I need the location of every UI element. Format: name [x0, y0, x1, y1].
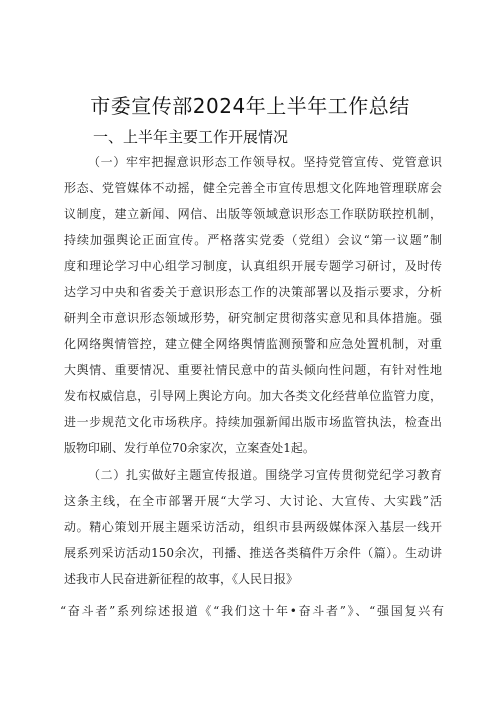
- paragraph-line: 这条主线，在全市部署开展“大学习、大讨论、大宣传、大实践”活: [64, 494, 442, 508]
- paragraph-line: （二）扎实做好主题宣传报道。围绕学习宣传贯彻党纪学习教育: [88, 468, 442, 482]
- paragraph-theme-publicity: [64, 462, 442, 592]
- paragraph-line: 大舆情、重要情况、重要社情民意中的苗头倾向性问题，有针对性地: [64, 363, 442, 377]
- paragraph-line: 度和理论学习中心组学习制度，认真组织开展专题学习研讨，及时传: [64, 259, 442, 273]
- paragraph-line: 进一步规范文化市场秩序。持续加强新闻出版市场监管执法，检查出: [64, 415, 442, 429]
- section-heading: 一、上半年主要工作开展情况: [93, 128, 289, 146]
- paragraph-line: 形态、党管媒体不动摇，健全完善全市宣传思想文化阵地管理联席会: [64, 181, 442, 195]
- paragraph-line: 发布权威信息，引导网上舆论方向。加大各类文化经营单位监管力度，: [64, 389, 442, 403]
- paragraph-line: 述我市人民奋进新征程的故事，《人民日报》: [64, 572, 299, 586]
- paragraph-line: 议制度，建立新闻、网信、出版等领域意识形态工作联防联控机制，: [64, 207, 442, 221]
- paragraph-line: 版物印刷、发行单位70余家次，立案查处1起。: [64, 441, 315, 455]
- paragraph-ideology-work: [64, 149, 442, 461]
- paragraph-continuation: [60, 598, 444, 624]
- paragraph-line: 化网络舆情管控，建立健全网络舆情监测预警和应急处置机制，对重: [64, 337, 442, 351]
- document-title: 市委宣传部2024年上半年工作总结: [90, 94, 410, 118]
- paragraph-line: “奋斗者”系列综述报道《“我们这十年•奋斗者”》、“强国复兴有: [60, 604, 444, 618]
- paragraph-line: （一）牢牢把握意识形态工作领导权。坚持党管宣传、党管意识: [88, 155, 442, 169]
- paragraph-line: 动。精心策划开展主题采访活动，组织市县两级媒体深入基层一线开: [64, 520, 442, 534]
- paragraph-line: 展系列采访活动150余次，刊播、推送各类稿件万余件（篇）。生动讲: [64, 546, 442, 560]
- paragraph-line: 持续加强舆论正面宣传。严格落实党委（党组）会议“第一议题”制: [64, 233, 442, 247]
- paragraph-line: 研判全市意识形态领域形势，研究制定贯彻落实意见和具体措施。强: [64, 311, 442, 325]
- paragraph-line: 达学习中央和省委关于意识形态工作的决策部署以及指示要求，分析: [64, 285, 442, 299]
